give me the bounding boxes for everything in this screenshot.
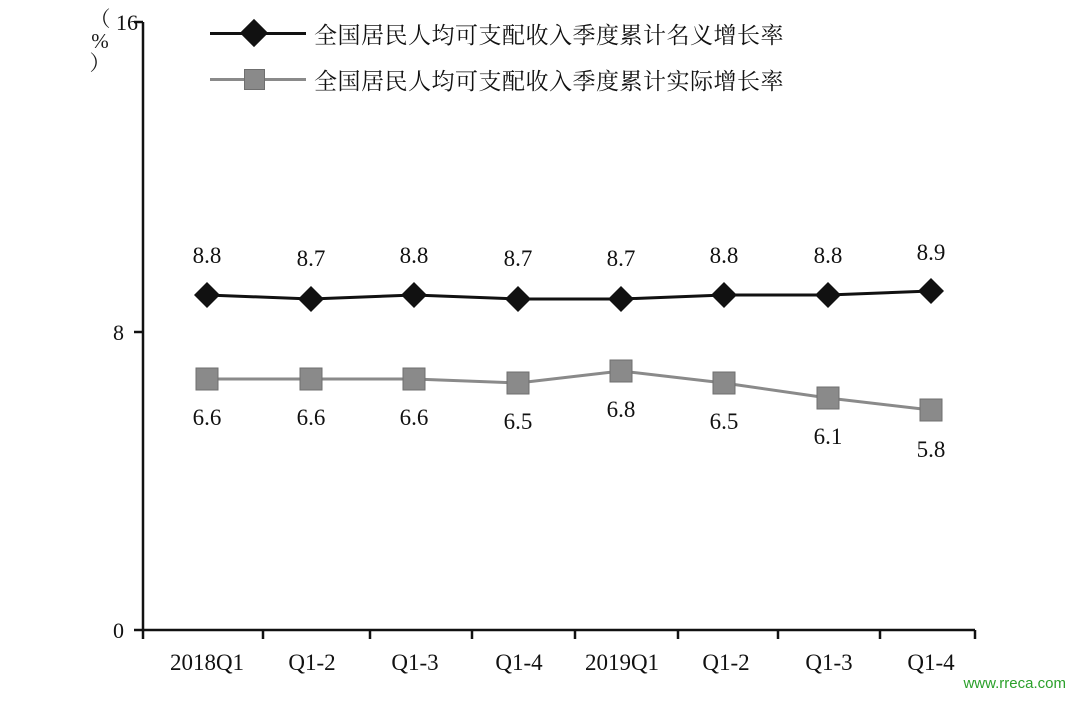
data-label-real-7: 5.8 — [916, 437, 946, 462]
data-label-nominal-6: 8.8 — [813, 243, 843, 268]
y-tick-label-16: 16 — [116, 10, 138, 35]
x-tick-label-4: 2019Q1 — [584, 650, 660, 675]
data-label-real-6: 6.1 — [813, 424, 843, 449]
data-label-nominal-1: 8.7 — [296, 246, 326, 271]
unit-paren-close: ） — [89, 51, 111, 76]
data-label-real-3: 6.5 — [503, 409, 533, 434]
x-tick-label-3: Q1-4 — [495, 650, 543, 675]
series-markers-nominal — [194, 278, 944, 312]
data-label-nominal-0: 8.8 — [192, 243, 222, 268]
data-label-real-4: 6.8 — [606, 397, 636, 422]
unit-paren-open: （ — [89, 7, 111, 31]
data-label-nominal-2: 8.8 — [399, 243, 429, 268]
x-tick-label-2: Q1-3 — [391, 650, 439, 675]
data-label-nominal-3: 8.7 — [503, 246, 533, 271]
x-tick-label-5: Q1-2 — [702, 650, 750, 675]
x-tick-label-6: Q1-3 — [805, 650, 853, 675]
unit-symbol: % — [91, 29, 109, 54]
data-label-nominal-4: 8.7 — [606, 246, 636, 271]
watermark-text: www.rreca.com — [963, 675, 1066, 692]
data-label-real-5: 6.5 — [709, 409, 739, 434]
data-label-nominal-7: 8.9 — [916, 240, 946, 265]
y-tick-label-8: 8 — [113, 320, 124, 345]
data-label-real-1: 6.6 — [296, 405, 326, 430]
y-tick-label-0: 0 — [113, 618, 124, 643]
x-tick-label-7: Q1-4 — [907, 650, 955, 675]
x-tick-label-0: 2018Q1 — [169, 650, 245, 675]
legend-label-nominal: 全国居民人均可支配收入季度累计名义增长率 — [314, 21, 784, 48]
legend-label-real: 全国居民人均可支配收入季度累计实际增长率 — [314, 67, 784, 94]
x-tick-label-1: Q1-2 — [288, 650, 336, 675]
data-label-real-0: 6.6 — [192, 405, 222, 430]
data-label-real-2: 6.6 — [399, 405, 429, 430]
data-label-nominal-5: 8.8 — [709, 243, 739, 268]
